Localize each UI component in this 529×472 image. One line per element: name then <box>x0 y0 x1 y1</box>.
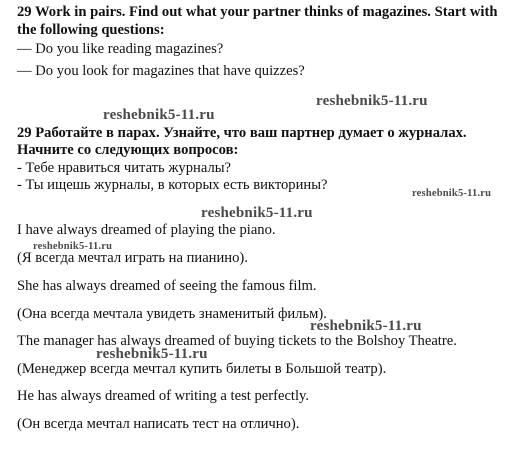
answer-3-english: The manager has always dreamed of buying tickets to the Bolshoy Theatre. <box>17 333 457 349</box>
watermark: reshebnik5-11.ru <box>412 188 492 199</box>
watermark: reshebnik5-11.ru <box>33 241 113 252</box>
answer-4-russian: (Он всегда мечтал написать тест на отлично). <box>17 416 300 432</box>
answer-3-russian: (Менеджер всегда мечтал купить билеты в Большой театр). <box>17 361 387 377</box>
watermark: reshebnik5-11.ru <box>103 107 215 123</box>
english-task-heading-line2: the following questions: <box>17 22 165 38</box>
watermark: reshebnik5-11.ru <box>201 205 313 221</box>
russian-question-2: - Ты ищешь журналы, в которых есть викторины? <box>17 177 328 193</box>
watermark: reshebnik5-11.ru <box>310 318 422 334</box>
english-task-heading-line1: 29 Work in pairs. Find out what your partner thinks of magazines. Start with <box>17 4 498 20</box>
watermark: reshebnik5-11.ru <box>96 346 208 362</box>
answer-4-english: He has always dreamed of writing a test perfectly. <box>17 388 310 404</box>
answer-2-english: She has always dreamed of seeing the famous film. <box>17 278 317 294</box>
russian-task-heading-line2: Начните со следующих вопросов: <box>17 142 239 158</box>
answer-1-russian: (Я всегда мечтал играть на пианино). <box>17 250 248 266</box>
english-question-2: — Do you look for magazines that have quizzes? <box>17 63 305 79</box>
russian-task-heading-line1: 29 Работайте в парах. Узнайте, что ваш партнер думает о журналах. <box>17 125 467 141</box>
answer-2-russian: (Она всегда мечтала увидеть знаменитый фильм). <box>17 306 327 322</box>
watermark: reshebnik5-11.ru <box>316 93 428 109</box>
english-question-1: — Do you like reading magazines? <box>17 41 224 57</box>
russian-question-1: - Тебе нравиться читать журналы? <box>17 160 232 176</box>
answer-1-english: I have always dreamed of playing the piano. <box>17 222 276 238</box>
